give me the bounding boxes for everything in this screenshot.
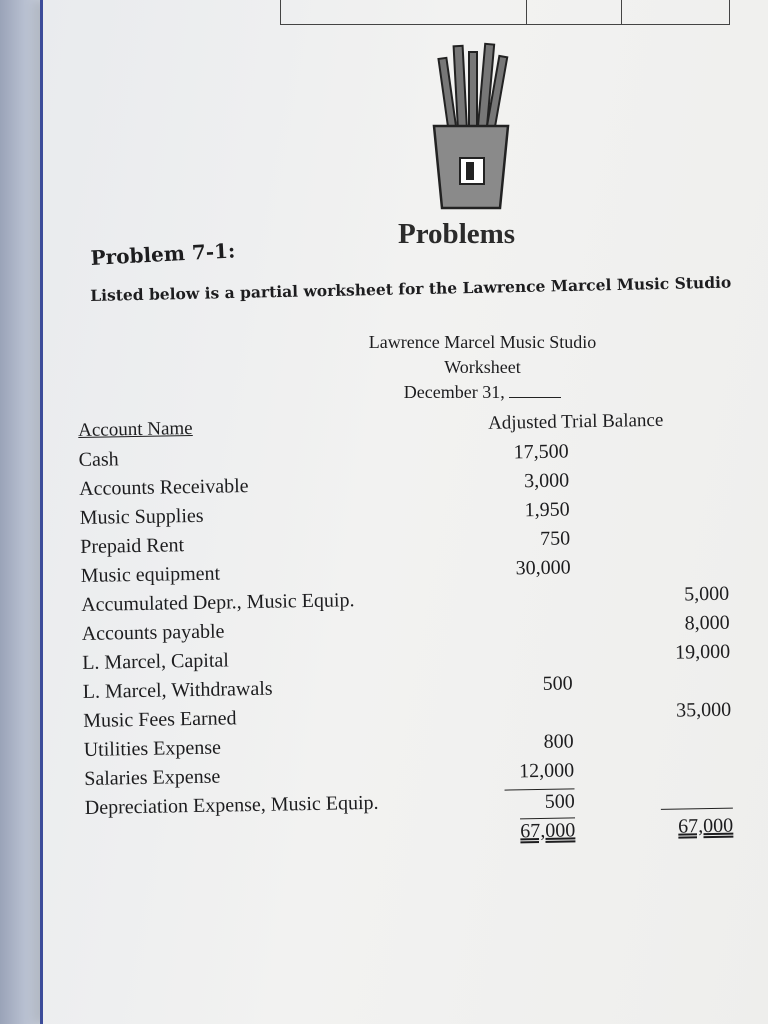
credit-value: 19,000 [674, 640, 731, 664]
account-name: L. Marcel, Capital [82, 649, 230, 674]
debit-value: 30,000 [515, 556, 571, 580]
debit-value: 500 [505, 788, 575, 814]
adjusted-trial-balance-header: Adjusted Trial Balance [487, 409, 664, 434]
account-name: Prepaid Rent [80, 534, 185, 558]
worksheet-date: December 31, [403, 382, 505, 402]
debit-value: 750 [539, 527, 571, 550]
section-heading: Problems [398, 218, 516, 250]
book-edge [0, 0, 40, 1024]
account-name: L. Marcel, Withdrawals [82, 677, 273, 703]
worksheet-table [78, 408, 768, 855]
account-name: Depreciation Expense, Music Equip. [84, 791, 379, 819]
credit-value: 35,000 [675, 698, 732, 722]
debit-value: 3,000 [523, 469, 570, 493]
pencil-cup-icon [426, 38, 516, 213]
account-name: Music equipment [80, 562, 221, 587]
total-debit: 67,000 [520, 819, 576, 843]
account-name-header: Account Name [78, 418, 193, 441]
table-divider [621, 0, 622, 24]
company-name: Lawrence Marcel Music Studio [368, 332, 597, 352]
previous-table-bottom [280, 0, 730, 25]
worksheet-header [330, 330, 635, 405]
debit-value: 12,000 [519, 759, 575, 783]
worksheet-title: Worksheet [444, 357, 521, 377]
account-name: Music Fees Earned [83, 707, 237, 732]
year-blank [509, 396, 561, 398]
account-name: Salaries Expense [84, 765, 221, 790]
account-name: Accounts payable [81, 620, 225, 645]
account-name: Accounts Receivable [79, 475, 249, 500]
credit-rule [661, 792, 733, 816]
credit-value: 8,000 [684, 611, 730, 635]
debit-value: 1,950 [524, 498, 570, 522]
debit-value: 800 [543, 730, 574, 753]
credit-value: 5,000 [683, 582, 730, 606]
problem-label: Problem 7-1: [90, 238, 236, 270]
problem-intro: Listed below is a partial worksheet for the Lawrence Marcel Music Studio [90, 272, 732, 305]
account-name: Accumulated Depr., Music Equip. [81, 589, 355, 616]
debit-value: 500 [542, 672, 573, 695]
account-name: Cash [78, 448, 119, 471]
debit-value: 17,500 [513, 440, 569, 464]
worksheet-date-line [330, 380, 635, 405]
total-credit: 67,000 [677, 814, 734, 838]
account-name: Utilities Expense [83, 736, 222, 761]
account-name: Music Supplies [79, 504, 204, 529]
table-divider [526, 0, 527, 24]
